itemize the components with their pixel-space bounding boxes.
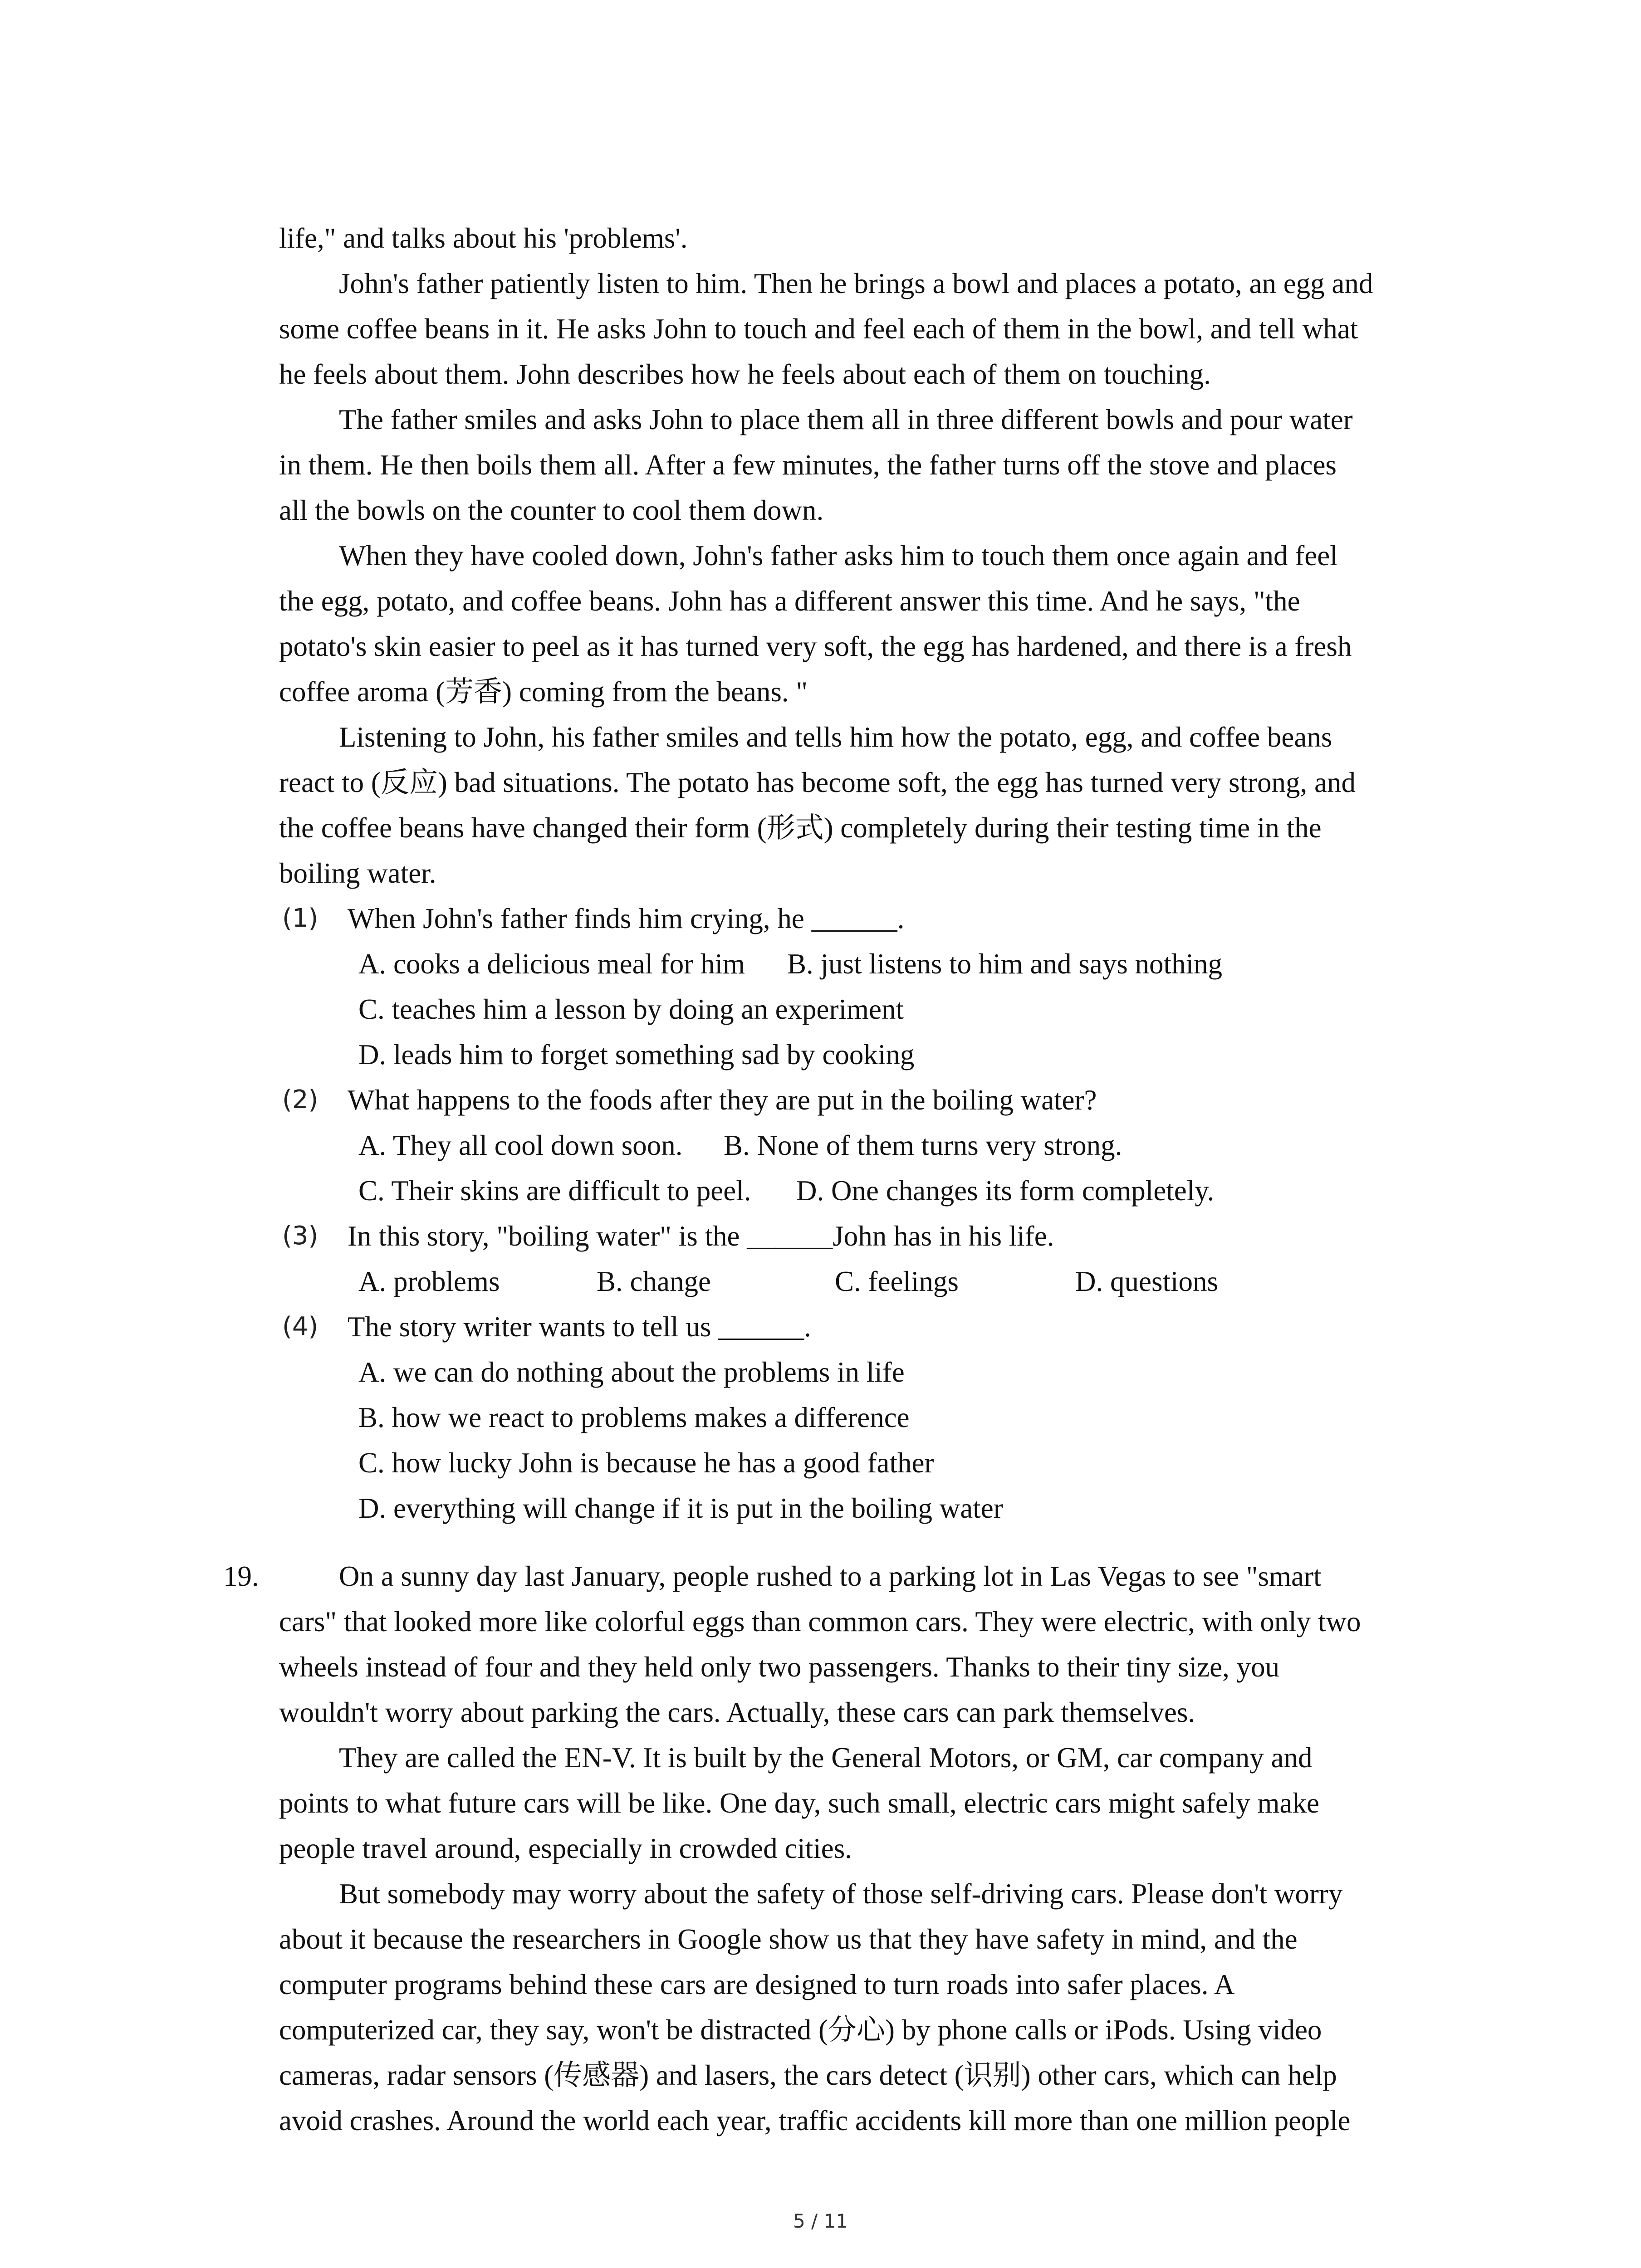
text-line: computer programs behind these cars are designed to turn roads into safer places. A bbox=[279, 1969, 1235, 2000]
option-a: A. we can do nothing about the problems in life bbox=[358, 1356, 905, 1388]
text-line: On a sunny day last January, people rushed to a parking lot in Las Vegas to see "smart bbox=[339, 1560, 1322, 1592]
option-d: D. One changes its form completely. bbox=[796, 1175, 1215, 1207]
text-line: The father smiles and asks John to place them all in three different bowls and pour water bbox=[339, 404, 1353, 435]
option-d: D. everything will change if it is put in the boiling water bbox=[358, 1492, 1003, 1524]
question-stem: What happens to the foods after they are put in the boiling water? bbox=[348, 1084, 1097, 1116]
text-line: about it because the researchers in Google show us that they have safety in mind, and the bbox=[279, 1923, 1298, 1955]
question-stem: In this story, "boiling water" is the ______John has in his life. bbox=[348, 1220, 1054, 1252]
question-number: (3) bbox=[282, 1221, 318, 1251]
text-line: cars" that looked more like colorful eggs than common cars. They were electric, with only two bbox=[279, 1606, 1361, 1637]
question-number: (4) bbox=[282, 1312, 318, 1341]
question-stem: When John's father finds him crying, he ______. bbox=[348, 903, 905, 934]
text-line: wouldn't worry about parking the cars. Actually, these cars can park themselves. bbox=[279, 1696, 1195, 1728]
text-line: John's father patiently listen to him. Then he brings a bowl and places a potato, an egg and bbox=[339, 268, 1373, 299]
option-d: D. questions bbox=[1075, 1266, 1218, 1297]
text-line: the coffee beans have changed their form (形式) completely during their testing time in the bbox=[279, 812, 1322, 844]
text-line: cameras, radar sensors (传感器) and lasers, the cars detect (识别) other cars, which can help bbox=[279, 2059, 1337, 2091]
text-line: in them. He then boils them all. After a few minutes, the father turns off the stove and places bbox=[279, 449, 1337, 481]
question-stem: The story writer wants to tell us ______. bbox=[348, 1311, 811, 1343]
text-line: When they have cooled down, John's father asks him to touch them once again and feel bbox=[339, 540, 1338, 572]
page-indicator: 5 / 11 bbox=[793, 2210, 848, 2232]
text-line: wheels instead of four and they held only two passengers. Thanks to their tiny size, you bbox=[279, 1651, 1280, 1683]
option-c: C. teaches him a lesson by doing an experiment bbox=[358, 993, 904, 1025]
text-line: But somebody may worry about the safety of those self-driving cars. Please don't worry bbox=[339, 1878, 1343, 1910]
option-a: A. problems bbox=[358, 1266, 500, 1297]
text-line: points to what future cars will be like. One day, such small, electric cars might safely make bbox=[279, 1787, 1319, 1819]
option-b: B. just listens to him and says nothing bbox=[787, 948, 1223, 980]
text-line: They are called the EN-V. It is built by the General Motors, or GM, car company and bbox=[339, 1742, 1313, 1774]
option-a: A. They all cool down soon. bbox=[358, 1129, 683, 1161]
question-number-19: 19. bbox=[223, 1560, 259, 1592]
text-line: avoid crashes. Around the world each year, traffic accidents kill more than one million people bbox=[279, 2105, 1351, 2136]
text-line: he feels about them. John describes how he feels about each of them on touching. bbox=[279, 358, 1211, 390]
text-line: some coffee beans in it. He asks John to touch and feel each of them in the bowl, and tell what bbox=[279, 313, 1358, 345]
question-number: (1) bbox=[282, 904, 318, 933]
option-c: C. Their skins are difficult to peel. bbox=[358, 1175, 751, 1207]
text-line: coffee aroma (芳香) coming from the beans. " bbox=[279, 676, 808, 708]
text-line: potato's skin easier to peel as it has turned very soft, the egg has hardened, and there is a fresh bbox=[279, 631, 1352, 662]
question-number: (2) bbox=[282, 1085, 318, 1114]
option-d: D. leads him to forget something sad by cooking bbox=[358, 1039, 915, 1070]
text-line: Listening to John, his father smiles and tells him how the potato, egg, and coffee beans bbox=[339, 721, 1332, 753]
text-line: life," and talks about his 'problems'. bbox=[279, 222, 688, 254]
option-b: B. change bbox=[597, 1266, 711, 1297]
option-b: B. how we react to problems makes a difference bbox=[358, 1402, 910, 1433]
text-line: boiling water. bbox=[279, 857, 436, 889]
text-line: computerized car, they say, won't be distracted (分心) by phone calls or iPods. Using video bbox=[279, 2014, 1322, 2046]
text-line: people travel around, especially in crowded cities. bbox=[279, 1833, 852, 1864]
option-a: A. cooks a delicious meal for him bbox=[358, 948, 745, 980]
text-line: react to (反应) bad situations. The potato has become soft, the egg has turned very strong, and bbox=[279, 767, 1356, 798]
text-line: the egg, potato, and coffee beans. John has a different answer this time. And he says, "the bbox=[279, 585, 1300, 617]
option-c: C. how lucky John is because he has a good father bbox=[358, 1447, 934, 1479]
option-c: C. feelings bbox=[835, 1266, 959, 1297]
text-line: all the bowls on the counter to cool them down. bbox=[279, 494, 824, 526]
option-b: B. None of them turns very strong. bbox=[724, 1129, 1122, 1161]
